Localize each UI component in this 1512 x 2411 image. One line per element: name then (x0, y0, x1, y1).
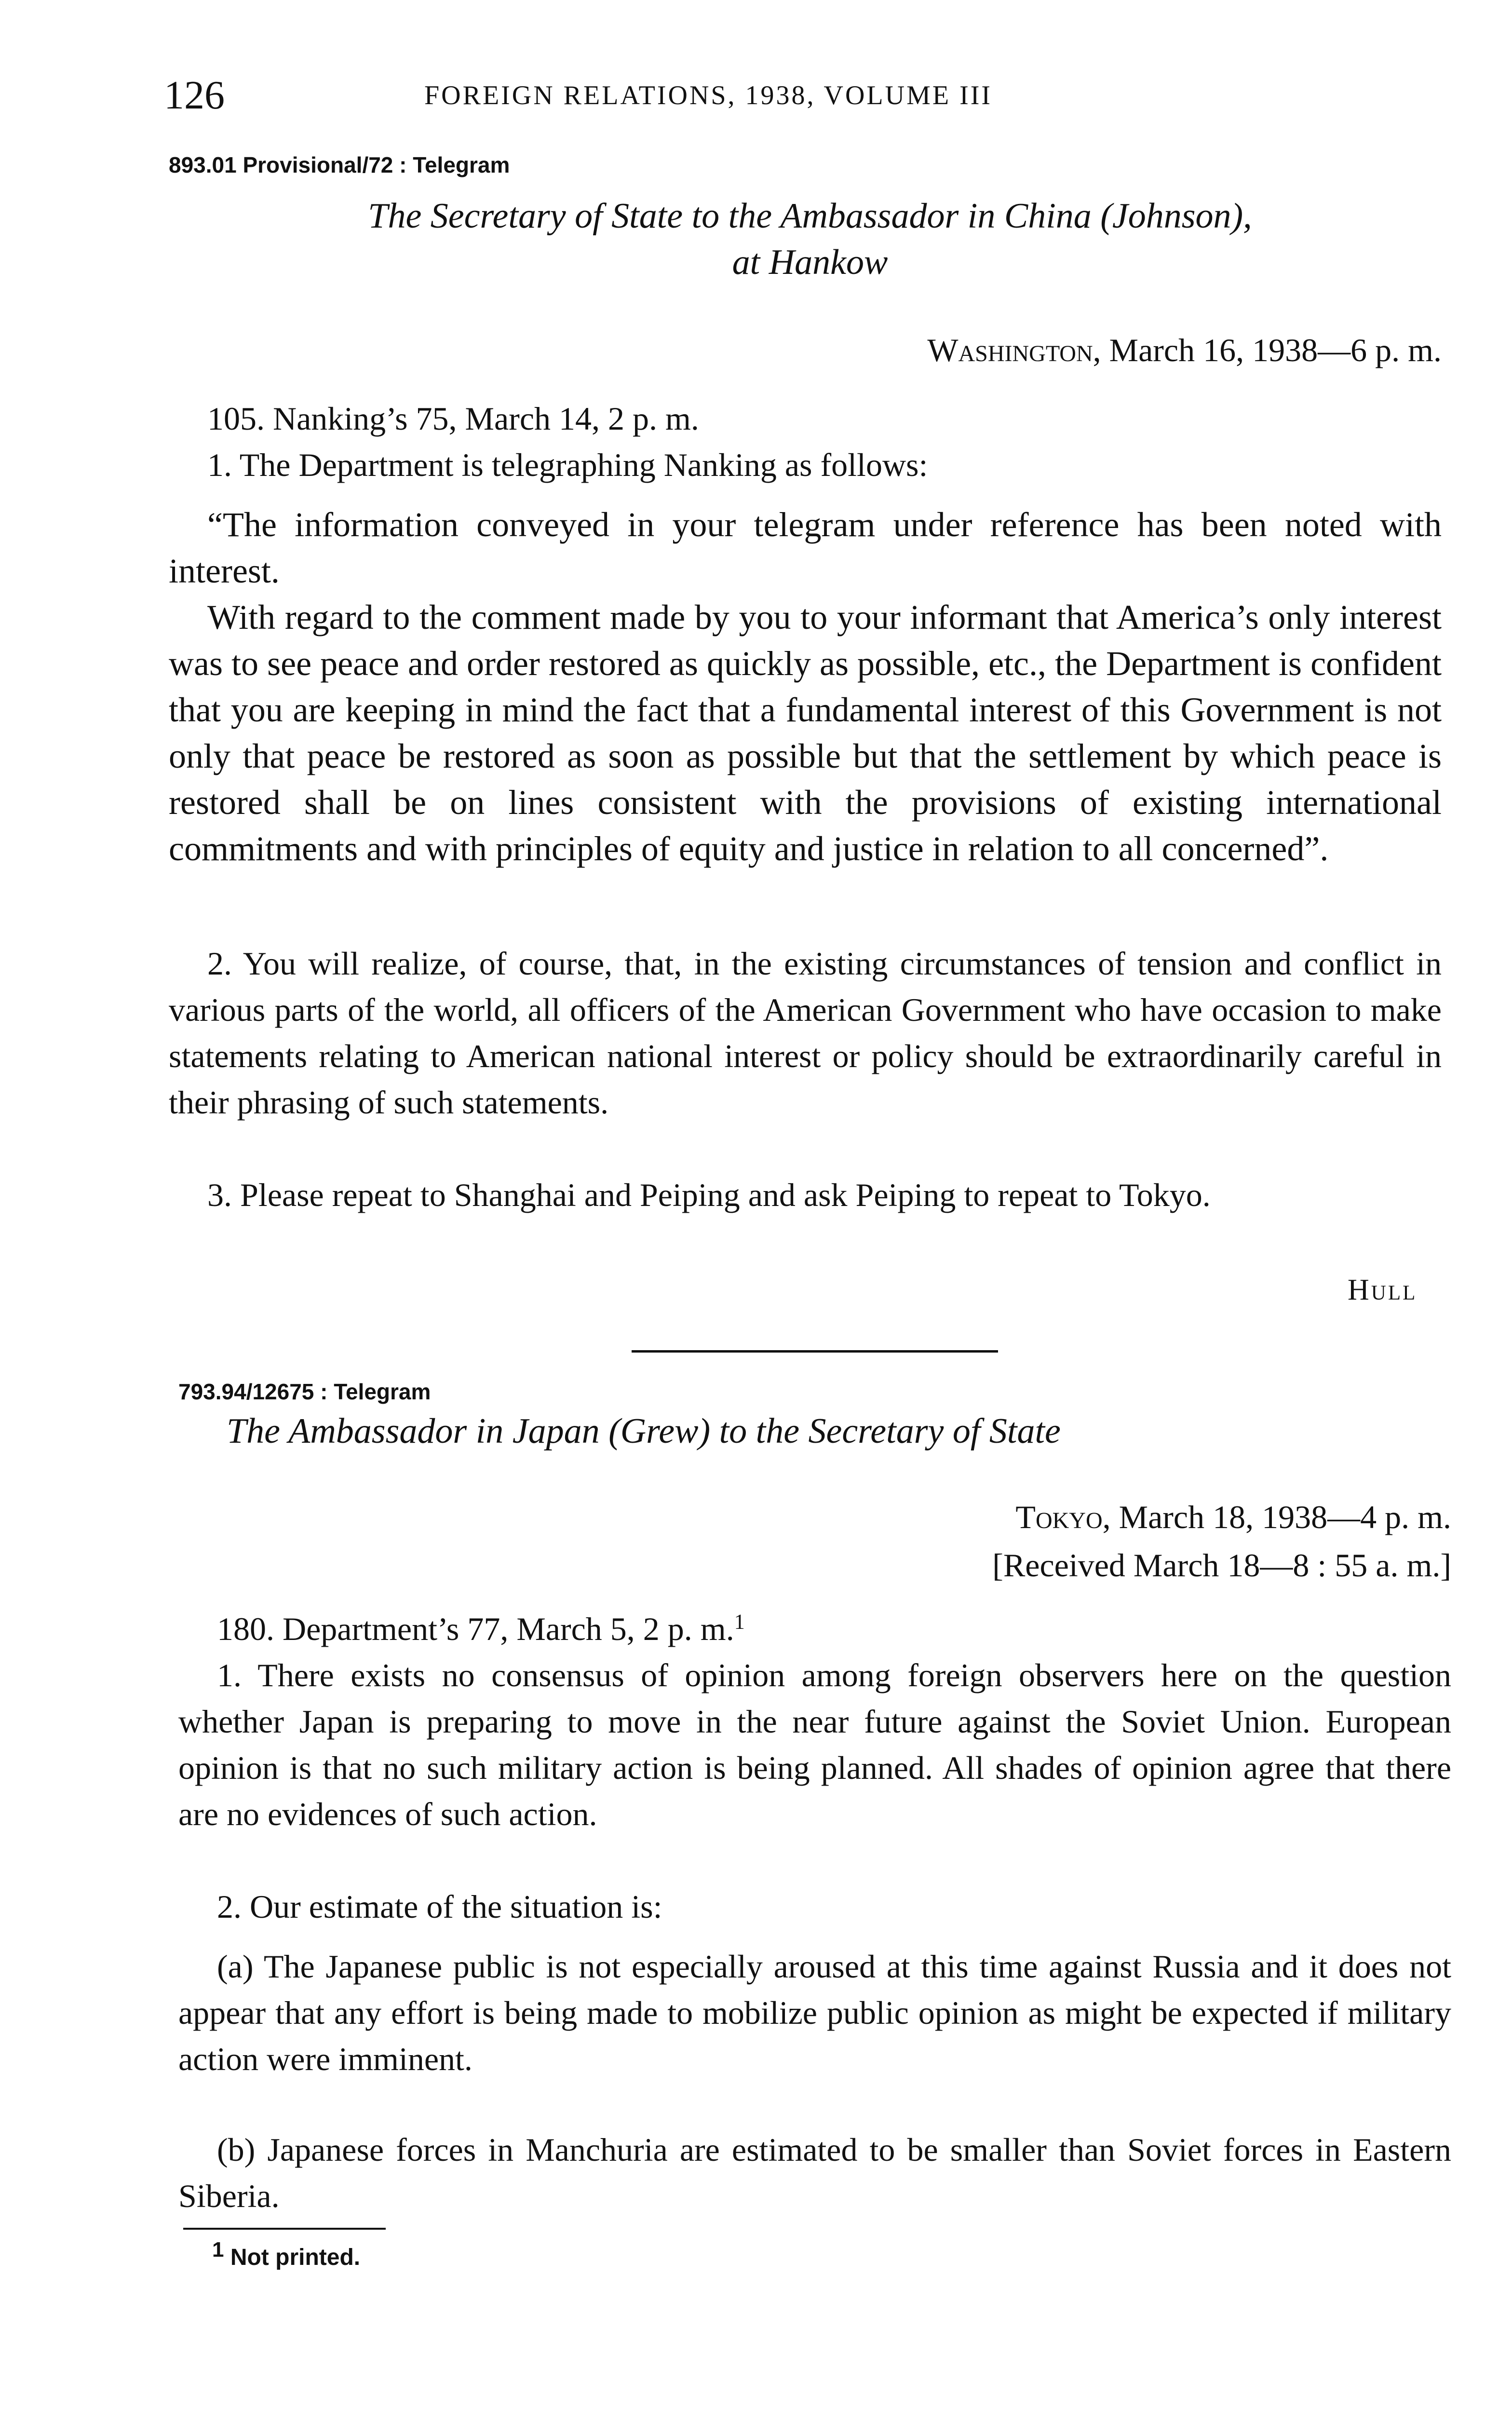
document-1-reference: 105. Nanking’s 75, March 14, 2 p. m. (207, 400, 699, 437)
dateline-2 (178, 1495, 1451, 1539)
footnote-rule (183, 2228, 386, 2230)
footnote (212, 2238, 361, 2273)
section-divider (632, 1350, 998, 1353)
document-1-paragraph-3: 3. Please repeat to Shanghai and Peiping and ask Peiping to repeat to Tokyo. (207, 1177, 1211, 1213)
file-reference-2: 793.94/12675 : Telegram (178, 1379, 431, 1404)
running-head (164, 63, 1466, 125)
document-1-quote-paragraph-1: “The information conveyed in your telegram under reference has been noted with interest. (169, 505, 1442, 590)
document-2-reference (178, 1606, 1451, 1652)
page-number: 126 (164, 73, 225, 118)
received-line: [Received March 18—8 : 55 a. m.] (992, 1547, 1451, 1584)
document-2-paragraph-2: 2. Our estimate of the situation is: (217, 1888, 662, 1925)
document-1-heading-line-2: at Hankow (732, 243, 888, 282)
footnote-text: Not printed. (224, 2245, 361, 2270)
signature-hull: Hull (1348, 1273, 1418, 1306)
running-title: FOREIGN RELATIONS, 1938, VOLUME III (424, 81, 993, 110)
dateline-2-place: Tokyo, (1015, 1499, 1111, 1535)
document-1-heading-line-1: The Secretary of State to the Ambassador in China (Johnson), (368, 196, 1252, 236)
footnote-marker: 1 (734, 1610, 745, 1634)
document-2-paragraph-a: (a) The Japanese public is not especially aroused at this time against Russia and it does not appear that any effort is being made to mobilize public opinion as might be expected if military action were imminent. (178, 1948, 1451, 2077)
document-1-paragraph-1: 1. The Department is telegraphing Nanking as follows: (207, 447, 928, 483)
dateline-1 (169, 328, 1442, 372)
document-2-heading: The Ambassador in Japan (Grew) to the Secretary of State (227, 1411, 1061, 1451)
document-2-reference-text: 180. Department’s 77, March 5, 2 p. m. (217, 1611, 734, 1647)
footnote-number: 1 (212, 2238, 224, 2262)
dateline-1-place: Washington, (927, 332, 1101, 368)
document-1-quote-paragraph-2: With regard to the comment made by you to your informant that America’s only interest was to see peace and order restored as quickly as possible, etc., the Department is confident that you are keeping in mind the fact that a fundamental interest of this Government is not only that peace be restored as soon as possible but that the settlement by which peace is restored shall be on lines consistent with the provisions of existing international commitments and with principles of equity and justice in relation to all concerned”. (169, 598, 1442, 868)
document-1-paragraph-2: 2. You will realize, of course, that, in the existing circumstances of tension and conflict in various parts of the world, all officers of the American Government who have occasion to make statements relating to American national interest or policy should be extraordinarily careful in their phrasing of such statements. (169, 945, 1442, 1121)
file-reference-1: 893.01 Provisional/72 : Telegram (169, 152, 510, 177)
dateline-2-time: March 18, 1938—4 p. m. (1110, 1499, 1451, 1535)
document-2-paragraph-1: 1. There exists no consensus of opinion among foreign observers here on the question whether Japan is preparing to move in the near future against the Soviet Union. European opinion is that no such military action is being planned. All shades of opinion agree that there are no evidences of such action. (178, 1657, 1451, 1832)
document-2-paragraph-b: (b) Japanese forces in Manchuria are estimated to be smaller than Soviet forces in Eastern Siberia. (178, 2131, 1451, 2214)
dateline-1-time: March 16, 1938—6 p. m. (1101, 332, 1442, 368)
